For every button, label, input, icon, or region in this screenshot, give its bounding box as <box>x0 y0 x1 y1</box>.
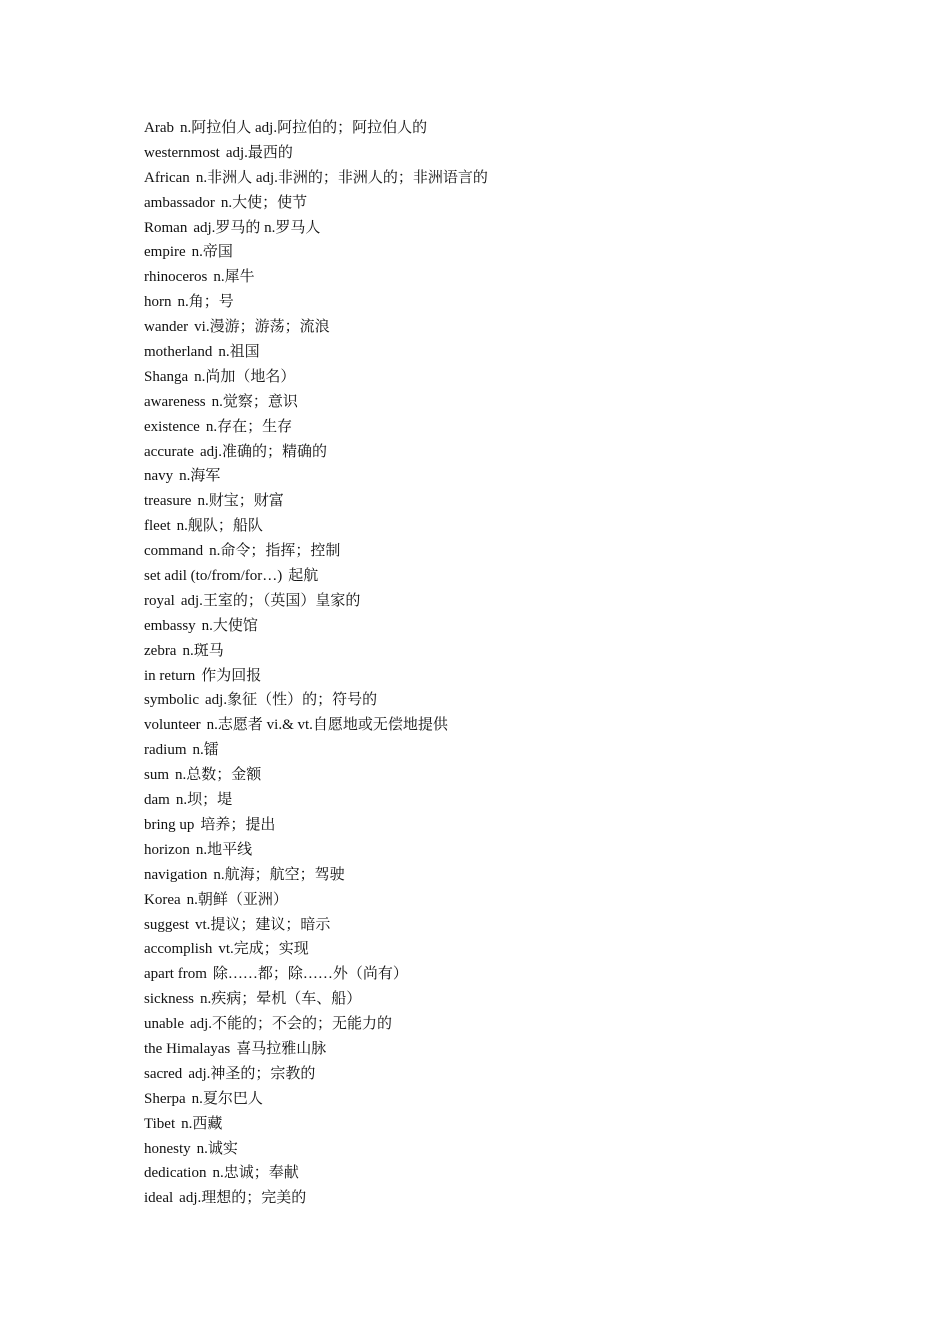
vocab-term: navigation <box>144 866 208 883</box>
vocab-entry <box>144 788 844 813</box>
vocab-definition: 除……都；除……外（尚有） <box>212 966 408 983</box>
vocab-entry <box>144 489 844 514</box>
vocab-term: westernmost <box>144 144 220 161</box>
vocab-term: Tibet <box>144 1115 176 1132</box>
vocabulary-list <box>144 116 844 1211</box>
vocab-entry <box>144 464 844 489</box>
vocab-entry <box>144 1112 844 1137</box>
vocab-definition: n.舰队；船队 <box>176 518 263 535</box>
vocab-definition: n.存在；生存 <box>205 418 293 435</box>
vocab-term: empire <box>144 244 186 261</box>
vocab-entry <box>144 614 844 639</box>
vocab-term: Roman <box>144 219 188 236</box>
vocab-term: African <box>144 169 190 186</box>
vocab-definition: n.疾病；晕机（车、船） <box>200 991 362 1008</box>
vocab-entry <box>144 240 844 265</box>
vocab-definition: adj.最西的 <box>225 144 293 161</box>
vocab-term: accomplish <box>144 941 213 958</box>
vocab-term: treasure <box>144 493 192 510</box>
vocab-entry <box>144 440 844 465</box>
vocab-entry <box>144 763 844 788</box>
vocab-entry <box>144 116 844 141</box>
vocab-term: fleet <box>144 518 171 535</box>
vocab-entry <box>144 415 844 440</box>
vocab-term: navy <box>144 468 174 485</box>
vocab-term: command <box>144 543 204 560</box>
vocab-entry <box>144 290 844 315</box>
vocab-term: set adil (to/from/for…) <box>144 568 283 585</box>
vocab-entry <box>144 365 844 390</box>
vocab-definition: adj.准确的；精确的 <box>199 443 328 460</box>
vocab-entry <box>144 713 844 738</box>
vocab-entry <box>144 863 844 888</box>
vocab-entry <box>144 888 844 913</box>
vocab-term: zebra <box>144 642 177 659</box>
vocab-term: apart from <box>144 966 207 983</box>
vocab-definition: n.觉察；意识 <box>211 393 298 410</box>
vocab-term: Arab <box>144 120 174 136</box>
vocab-entry <box>144 639 844 664</box>
vocab-definition: n.总数；金额 <box>175 767 262 784</box>
vocab-entry <box>144 216 844 241</box>
vocab-definition: adj.象征（性）的；符号的 <box>205 692 378 709</box>
vocab-definition: vt.提议；建议；暗示 <box>195 916 331 933</box>
vocab-entry <box>144 340 844 365</box>
vocab-entry <box>144 1137 844 1162</box>
vocab-entry <box>144 539 844 564</box>
vocab-definition: 起航 <box>288 568 319 585</box>
vocab-definition: n.命令；指挥；控制 <box>209 543 341 560</box>
vocab-definition: vi.漫游；游荡；流浪 <box>194 319 330 336</box>
vocab-definition: n.诚实 <box>196 1140 238 1157</box>
vocab-entry <box>144 514 844 539</box>
vocab-term: rhinoceros <box>144 269 208 286</box>
vocab-definition: n.朝鲜（亚洲） <box>186 891 288 908</box>
vocab-entry <box>144 1037 844 1062</box>
vocab-definition: n.阿拉伯人 adj.阿拉伯的；阿拉伯人的 <box>180 120 428 136</box>
vocab-entry <box>144 166 844 191</box>
vocab-term: horizon <box>144 841 190 858</box>
vocab-entry <box>144 1161 844 1186</box>
vocab-entry <box>144 987 844 1012</box>
vocab-term: wander <box>144 319 189 336</box>
vocab-entry <box>144 1186 844 1211</box>
vocab-definition: n.忠诚；奉献 <box>212 1165 299 1182</box>
vocab-entry <box>144 913 844 938</box>
vocab-entry <box>144 1062 844 1087</box>
vocab-term: Shanga <box>144 368 189 385</box>
vocab-term: sickness <box>144 991 194 1008</box>
vocab-entry <box>144 1012 844 1037</box>
vocab-definition: n.尚加（地名） <box>194 368 296 385</box>
vocab-term: ambassador <box>144 194 215 211</box>
vocab-entry <box>144 937 844 962</box>
vocab-entry <box>144 265 844 290</box>
vocab-term: awareness <box>144 393 206 410</box>
vocab-term: the Himalayas <box>144 1040 231 1057</box>
vocab-term: radium <box>144 742 187 759</box>
vocab-definition: n.坝；堤 <box>175 792 233 809</box>
vocab-entry <box>144 564 844 589</box>
vocab-entry <box>144 738 844 763</box>
vocab-definition: n.犀牛 <box>213 269 255 286</box>
vocab-definition: n.镭 <box>192 742 219 759</box>
vocab-term: existence <box>144 418 200 435</box>
vocab-definition: n.西藏 <box>181 1115 223 1132</box>
vocab-entry <box>144 838 844 863</box>
vocab-definition: adj.王室的；（英国）皇家的 <box>180 592 361 609</box>
vocab-entry <box>144 315 844 340</box>
vocab-definition: n.志愿者 vi.& vt.自愿地或无偿地提供 <box>206 717 448 734</box>
vocab-definition: n.大使馆 <box>201 617 258 634</box>
vocab-term: symbolic <box>144 692 199 709</box>
vocab-term: in return <box>144 667 196 684</box>
vocab-term: horn <box>144 294 172 311</box>
vocab-definition: n.大使；使节 <box>220 194 308 211</box>
vocab-term: suggest <box>144 916 189 933</box>
vocab-term: ideal <box>144 1190 174 1207</box>
vocab-term: accurate <box>144 443 194 460</box>
vocab-entry <box>144 1087 844 1112</box>
vocab-term: Korea <box>144 891 181 908</box>
vocab-definition: n.财宝；财富 <box>197 493 284 510</box>
vocab-definition: n.帝国 <box>191 244 233 261</box>
vocab-definition: adj.神圣的；宗教的 <box>188 1065 316 1082</box>
vocab-entry <box>144 664 844 689</box>
vocab-term: sum <box>144 767 170 784</box>
vocab-entry <box>144 813 844 838</box>
vocab-definition: n.航海；航空；驾驶 <box>213 866 345 883</box>
vocab-definition: vt.完成；实现 <box>218 941 309 958</box>
vocab-term: embassy <box>144 617 196 634</box>
vocab-definition: n.祖国 <box>218 344 260 361</box>
vocab-entry <box>144 688 844 713</box>
vocab-entry <box>144 191 844 216</box>
vocab-definition: n.地平线 <box>195 841 253 858</box>
vocab-term: sacred <box>144 1065 183 1082</box>
vocab-term: motherland <box>144 344 213 361</box>
vocab-entry <box>144 589 844 614</box>
vocab-term: royal <box>144 592 175 609</box>
vocab-entry <box>144 390 844 415</box>
vocab-definition: 作为回报 <box>201 667 262 684</box>
vocab-term: honesty <box>144 1140 191 1157</box>
vocab-definition: adj.理想的；完美的 <box>179 1190 307 1207</box>
vocab-term: dedication <box>144 1165 207 1182</box>
vocab-term: bring up <box>144 816 195 833</box>
vocab-definition: adj.罗马的 n.罗马人 <box>193 219 321 236</box>
vocab-definition: n.斑马 <box>182 642 224 659</box>
vocab-definition: n.海军 <box>179 468 221 485</box>
vocab-definition: adj.不能的；不会的；无能力的 <box>189 1016 393 1033</box>
vocab-definition: n.角；号 <box>177 294 234 311</box>
vocab-definition: n.非洲人 adj.非洲的；非洲人的；非洲语言的 <box>195 169 488 186</box>
vocab-definition: 培养；提出 <box>200 816 276 833</box>
vocab-definition: 喜马拉雅山脉 <box>236 1040 327 1057</box>
vocab-term: Sherpa <box>144 1090 186 1107</box>
vocab-term: volunteer <box>144 717 201 734</box>
vocab-entry <box>144 962 844 987</box>
vocab-term: dam <box>144 792 170 809</box>
vocab-definition: n.夏尔巴人 <box>191 1090 263 1107</box>
vocab-entry <box>144 141 844 166</box>
vocab-term: unable <box>144 1016 184 1033</box>
